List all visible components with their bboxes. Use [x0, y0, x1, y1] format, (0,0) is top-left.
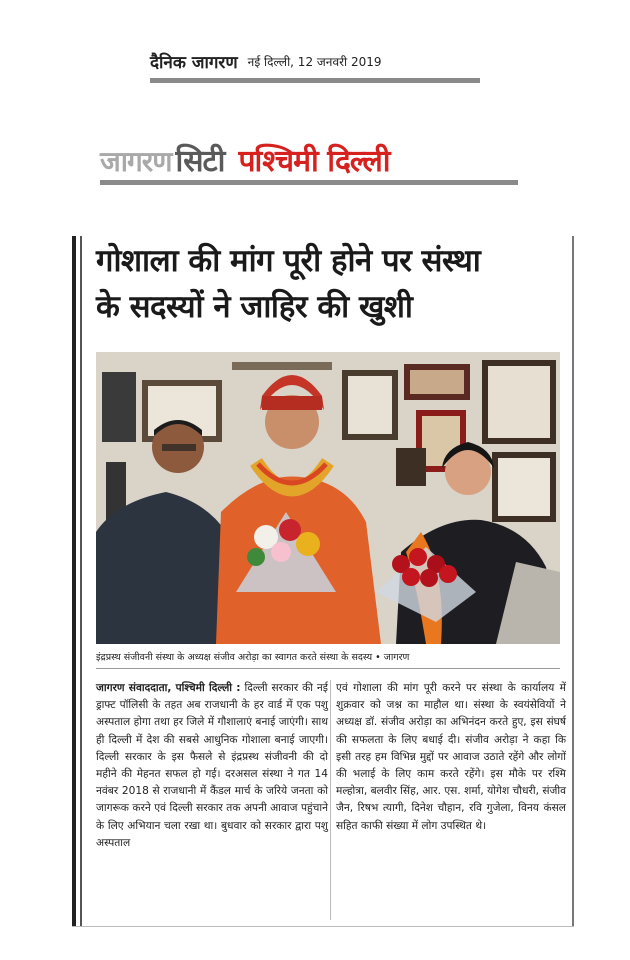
headline-line-2: के सदस्यों ने जाहिर की खुशी	[96, 289, 413, 325]
section-title	[100, 128, 518, 180]
left-column-text: दिल्ली सरकार की नई ड्राफ्ट पॉलिसी के तहत अब राजधानी के हर वार्ड में एक पशु अस्पताल होगा तथा हर जिले में गौशालाएं बनाई जाएंगी। साथ ही दिल्ली में देश की सबसे आधुनिक गोशाला बनाई जाएगी। दिल्ली सरकार के इस फैसले से इंद्रप्रस्थ संजीवनी की दो महीने की मेहनत सफल हो गई। दरअसल संस्था ने गत 14 नवंबर 2018 से राजधानी में कैंडल मार्च के जरिये जनता को जागरूक करने एवं दिल्ली सरकार तक अपनी आवाज पहुंचाने के लिए अभियान चला रखा था। बुधवार को सरकार द्वारा पशु अस्पताल	[96, 682, 328, 849]
photo-illustration	[96, 352, 560, 644]
section-city: सिटी	[175, 144, 225, 179]
article-bottom-rule	[72, 926, 574, 927]
caption-rule	[96, 668, 560, 669]
right-column-text: एवं गोशाला की मांग पूरी करने पर संस्था के कार्यालय में शुक्रवार को जश्न का माहौल था। संस्था के स्वयंसेवियों ने अध्यक्ष डॉ. संजीव अरोड़ा का अभिनंदन करते हुए, इस संघर्ष की सफलता के लिए बधाई दी। संजीव अरोड़ा ने कहा कि इसी तरह हम विभिन्न मुद्दों पर आवाज उठाते रहेंगे और लोगों की भलाई के लिए काम करते रहेंगे। इस मौके पर रश्मि मल्होत्रा, बलवीर सिंह, आर. एस. शर्मा, योगेश चौधरी, संजीव जैन, रिषभ त्यागी, दिनेश चौहान, रवि गुजेला, विनय कंसल सहित काफी संख्या में लोग उपस्थित थे।	[336, 682, 566, 832]
section-rule	[100, 180, 518, 185]
masthead-rule	[150, 78, 480, 83]
section-brand: जागरण	[100, 145, 172, 178]
news-photo	[96, 352, 560, 644]
edition-date: नई दिल्ली, 12 जनवरी 2019	[247, 54, 382, 69]
article-frame-left-inner	[80, 236, 82, 926]
article-frame-left	[72, 236, 76, 926]
section-region: पश्चिमी दिल्ली	[238, 144, 390, 179]
column-divider	[330, 680, 331, 920]
masthead	[150, 44, 480, 78]
article-headline	[96, 238, 566, 330]
headline-line-1: गोशाला की मांग पूरी होने पर संस्था	[96, 243, 481, 279]
newspaper-name: दैनिक जागरण	[150, 52, 238, 73]
byline: जागरण संवाददाता, पश्चिमी दिल्ली :	[96, 682, 241, 694]
photo-caption: इंद्रप्रस्थ संजीवनी संस्था के अध्यक्ष संजीव अरोड़ा का स्वागत करते संस्था के सदस्य • जागरण	[96, 652, 410, 663]
article-column-left	[96, 680, 328, 852]
article-frame-right	[572, 236, 574, 926]
article-column-right	[336, 680, 566, 835]
